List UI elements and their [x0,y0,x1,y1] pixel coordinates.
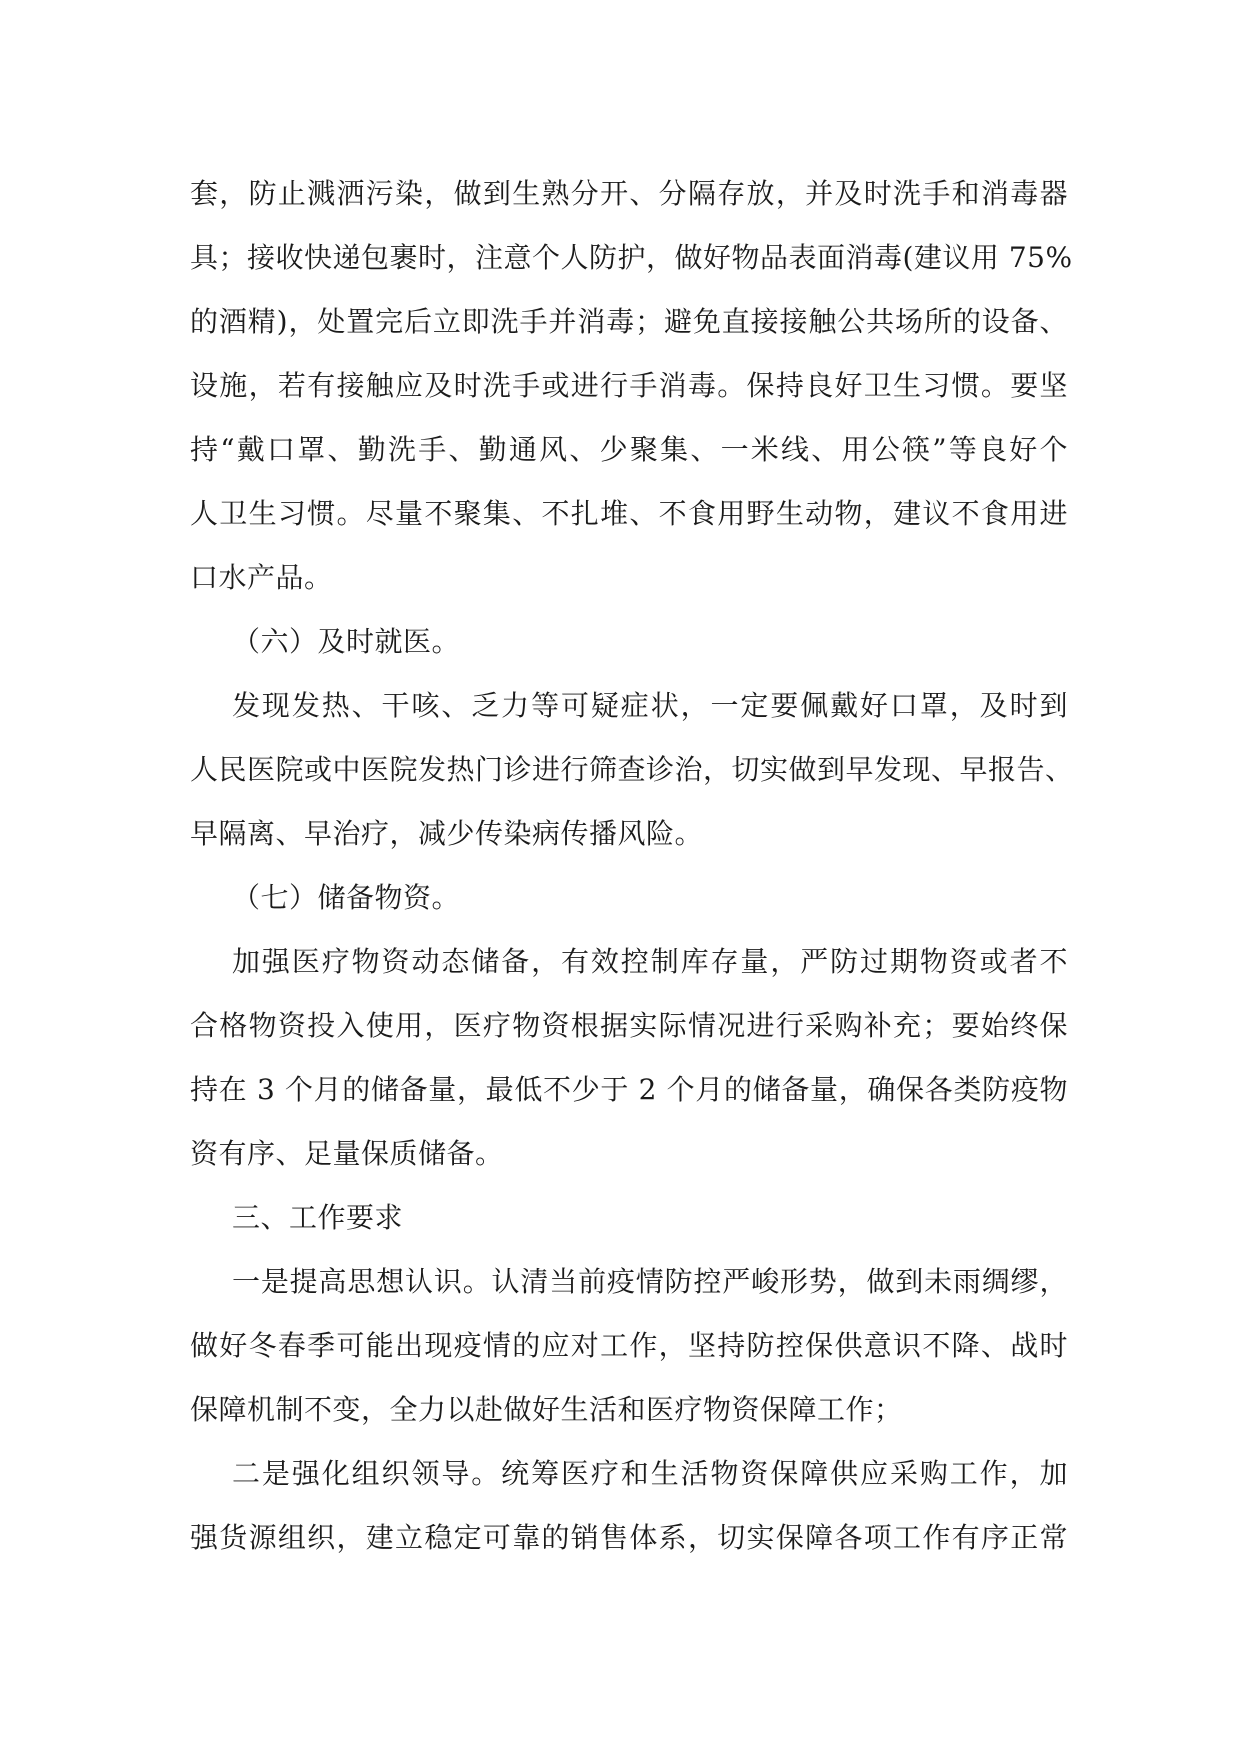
paragraph [190,674,1074,866]
paragraph [190,1442,1068,1570]
text-line: 口水产品。 [190,561,333,594]
text-line: 合格物资投入使用，医疗物资根据实际情况进行采购补充；要始终保 [190,1009,1068,1042]
text-line: 持在 3 个月的储备量，最低不少于 2 个月的储备量，确保各类防疫物 [190,1073,1068,1106]
paragraph [190,930,1068,1186]
text-line: 设施，若有接触应及时洗手或进行手消毒。保持良好卫生习惯。要坚 [190,369,1068,402]
text-line: 做好冬春季可能出现疫情的应对工作，坚持防控保供意识不降、战时 [190,1329,1068,1362]
text-line: 的酒精)，处置完后立即洗手并消毒；避免直接接触公共场所的设备、 [190,305,1068,338]
text-line: 加强医疗物资动态储备，有效控制库存量，严防过期物资或者不 [232,945,1068,978]
section-heading [190,610,1068,674]
heading-text: （七）储备物资。 [232,881,461,914]
text-line: 发现发热、干咳、乏力等可疑症状，一定要佩戴好口罩，及时到 [232,689,1068,722]
section-heading [190,866,1068,930]
heading-text: 三、工作要求 [232,1201,404,1234]
text-line: 套，防止溅洒污染，做到生熟分开、分隔存放，并及时洗手和消毒器 [190,177,1068,210]
text-line: 资有序、足量保质储备。 [190,1137,504,1170]
paragraph [190,1250,1068,1442]
text-line: 一是提高思想认识。认清当前疫情防控严峻形势，做到未雨绸缪， [232,1265,1068,1298]
text-line: 保障机制不变，全力以赴做好生活和医疗物资保障工作； [190,1393,903,1426]
text-line: 早隔离、早治疗，减少传染病传播风险。 [190,817,704,850]
text-line: 二是强化组织领导。统筹医疗和生活物资保障供应采购工作，加 [232,1457,1068,1490]
section-heading [190,1186,1068,1250]
paragraph-continuation [190,162,1073,610]
heading-text: （六）及时就医。 [232,625,461,658]
text-line: 持“戴口罩、勤洗手、勤通风、少聚集、一米线、用公筷”等良好个 [190,433,1068,466]
text-line: 人卫生习惯。尽量不聚集、不扎堆、不食用野生动物，建议不食用进 [190,497,1068,530]
text-line: 具；接收快递包裹时，注意个人防护，做好物品表面消毒(建议用 75% [190,241,1073,274]
text-line: 强货源组织，建立稳定可靠的销售体系，切实保障各项工作有序正常 [190,1521,1068,1554]
text-line: 人民医院或中医院发热门诊进行筛查诊治，切实做到早发现、早报告、 [190,753,1074,786]
document-body [190,162,1074,1570]
